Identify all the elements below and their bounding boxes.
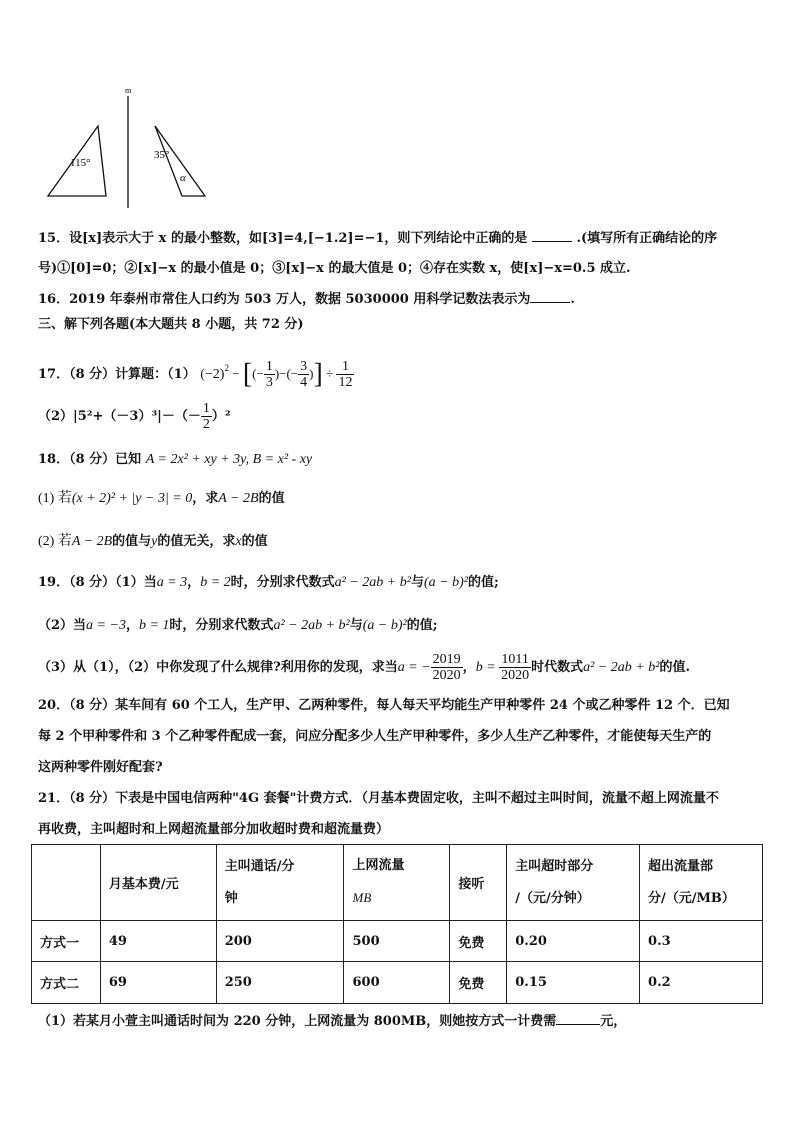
header-cell: 主叫通话/分 钟 [216, 845, 344, 921]
table-cell: 69 [100, 962, 216, 1004]
q20-line2: 每 2 个甲种零件和 3 个乙种零件配成一套，问应分配多少人生产甲种零件，多少人生产乙种零件，才能使每天生产的 [38, 729, 712, 744]
q15-blank[interactable] [532, 229, 572, 242]
q19-line1: 19．（8 分）（1）当a = 3，b = 2时，分别求代数式a² − 2ab + b²与(a − b)²的值; [38, 575, 499, 590]
axis-label-m: m [125, 86, 132, 95]
table-cell: 0.15 [507, 962, 640, 1004]
table-cell: 方式一 [32, 921, 101, 962]
table-row [32, 962, 763, 1004]
table-cell: 200 [216, 921, 344, 962]
header-cell: 主叫超时部分 /（元/分钟） [507, 845, 640, 921]
frac-1-3: $\frac{1}{3}$ [265, 359, 273, 390]
header-cell: 上网流量 MB [344, 845, 450, 921]
frac-1-2: $\frac{1}{2}$ [202, 401, 210, 432]
q16: 16．2019 年泰州市常住人口约为 503 万人，数据 5030000 用科学记数法表示为 . [38, 292, 575, 307]
table-cell: 0.2 [640, 962, 763, 1004]
left-angle-label: 115° [70, 157, 91, 169]
angle-figure [40, 84, 260, 214]
q18-sub1: (1) 若(x + 2)² + |y − 3| = 0，求A − 2B的值 [38, 491, 285, 506]
header-cell: 接听 [450, 845, 507, 921]
q20-line1: 20．（8 分）某车间有 60 个工人，生产甲、乙两种零件，每人每天平均能生产甲种零件 24 个或乙种零件 12 个．已知 [38, 698, 730, 713]
table-header-row [32, 845, 763, 921]
q19-line3: （3）从（1），（2）中你发现了什么规律?利用你的发现，求当a = − $\frac{2019}{2020}$ ，b = $\frac{1011}{2020}$ 时代数式a² − 2ab + b²的值. [38, 652, 690, 683]
q18-sub2: (2) 若A − 2B的值与y的值无关，求x的值 [38, 534, 268, 549]
right-angle-label: 35° [154, 149, 170, 161]
q16-blank[interactable] [530, 290, 570, 303]
fee-table [31, 844, 763, 1004]
q15-line1: 15．设[x]表示大于 x 的最小整数，如[3]=4,[−1.2]=−1，则下列结论中正确的是 .(填写所有正确结论的序 [38, 231, 718, 246]
q15-line2: 号)①[0]=0；②[x]−x 的最小值是 0；③[x]−x 的最大值是 0；④存在实数 x，使[x]−x=0.5 成立. [38, 261, 631, 276]
q21-sub1: （1）若某月小萱主叫通话时间为 220 分钟，上网流量为 800MB，则她按方式一计费需 元， [38, 1014, 627, 1029]
table-row [32, 921, 763, 962]
table-cell: 500 [344, 921, 450, 962]
table-cell: 49 [100, 921, 216, 962]
frac-2019-2020: $\frac{2019}{2020}$ [432, 652, 461, 683]
frac-1011-2020: $\frac{1011}{2020}$ [501, 652, 530, 683]
q21-line1: 21．（8 分）下表是中国电信两种"4G 套餐"计费方式．（月基本费固定收，主叫不超过主叫时间，流量不超上网流量不 [38, 791, 719, 806]
header-cell: 月基本费/元 [100, 845, 216, 921]
header-cell: 超出流量部 分/（元/MB） [640, 845, 763, 921]
table-cell: 免费 [450, 962, 507, 1004]
table-cell: 方式二 [32, 962, 101, 1004]
q20-line3: 这两种零件刚好配套? [38, 760, 163, 775]
q21-blank[interactable] [556, 1012, 600, 1025]
frac-3-4: $\frac{3}{4}$ [300, 359, 308, 390]
table-cell: 600 [344, 962, 450, 1004]
alpha-label: α [180, 172, 186, 184]
frac-1-12: $\frac{1}{12}$ [338, 359, 353, 390]
q18-intro: 18．（8 分）已知 A = 2x² + xy + 3y, B = x² - xy [38, 452, 313, 467]
table-cell: 0.20 [507, 921, 640, 962]
table-cell: 免费 [450, 921, 507, 962]
table-cell: 0.3 [640, 921, 763, 962]
q17-part1: 17．（8 分）计算题：（1） $(-2)^2$ − [(− $\frac{1}{3}$ )−(− $\frac{3}{4}$ )] ÷ $\frac{1}{12}$ [38, 358, 353, 390]
q21-line2: 再收费，主叫超时和上网超流量部分加收超时费和超流量费） [38, 822, 390, 837]
q17-part2: （2）|5²+（－3）³|－（－ $\frac{1}{2}$ ）² [38, 401, 231, 432]
section-title: 三、解下列各题(本大题共 8 小题，共 72 分) [38, 317, 304, 332]
table-cell: 250 [216, 962, 344, 1004]
q19-line2: （2）当a = −3，b = 1时，分别求代数式a² − 2ab + b²与(a − b)²的值; [38, 618, 438, 633]
right-triangle [155, 126, 205, 196]
header-cell [32, 845, 101, 921]
